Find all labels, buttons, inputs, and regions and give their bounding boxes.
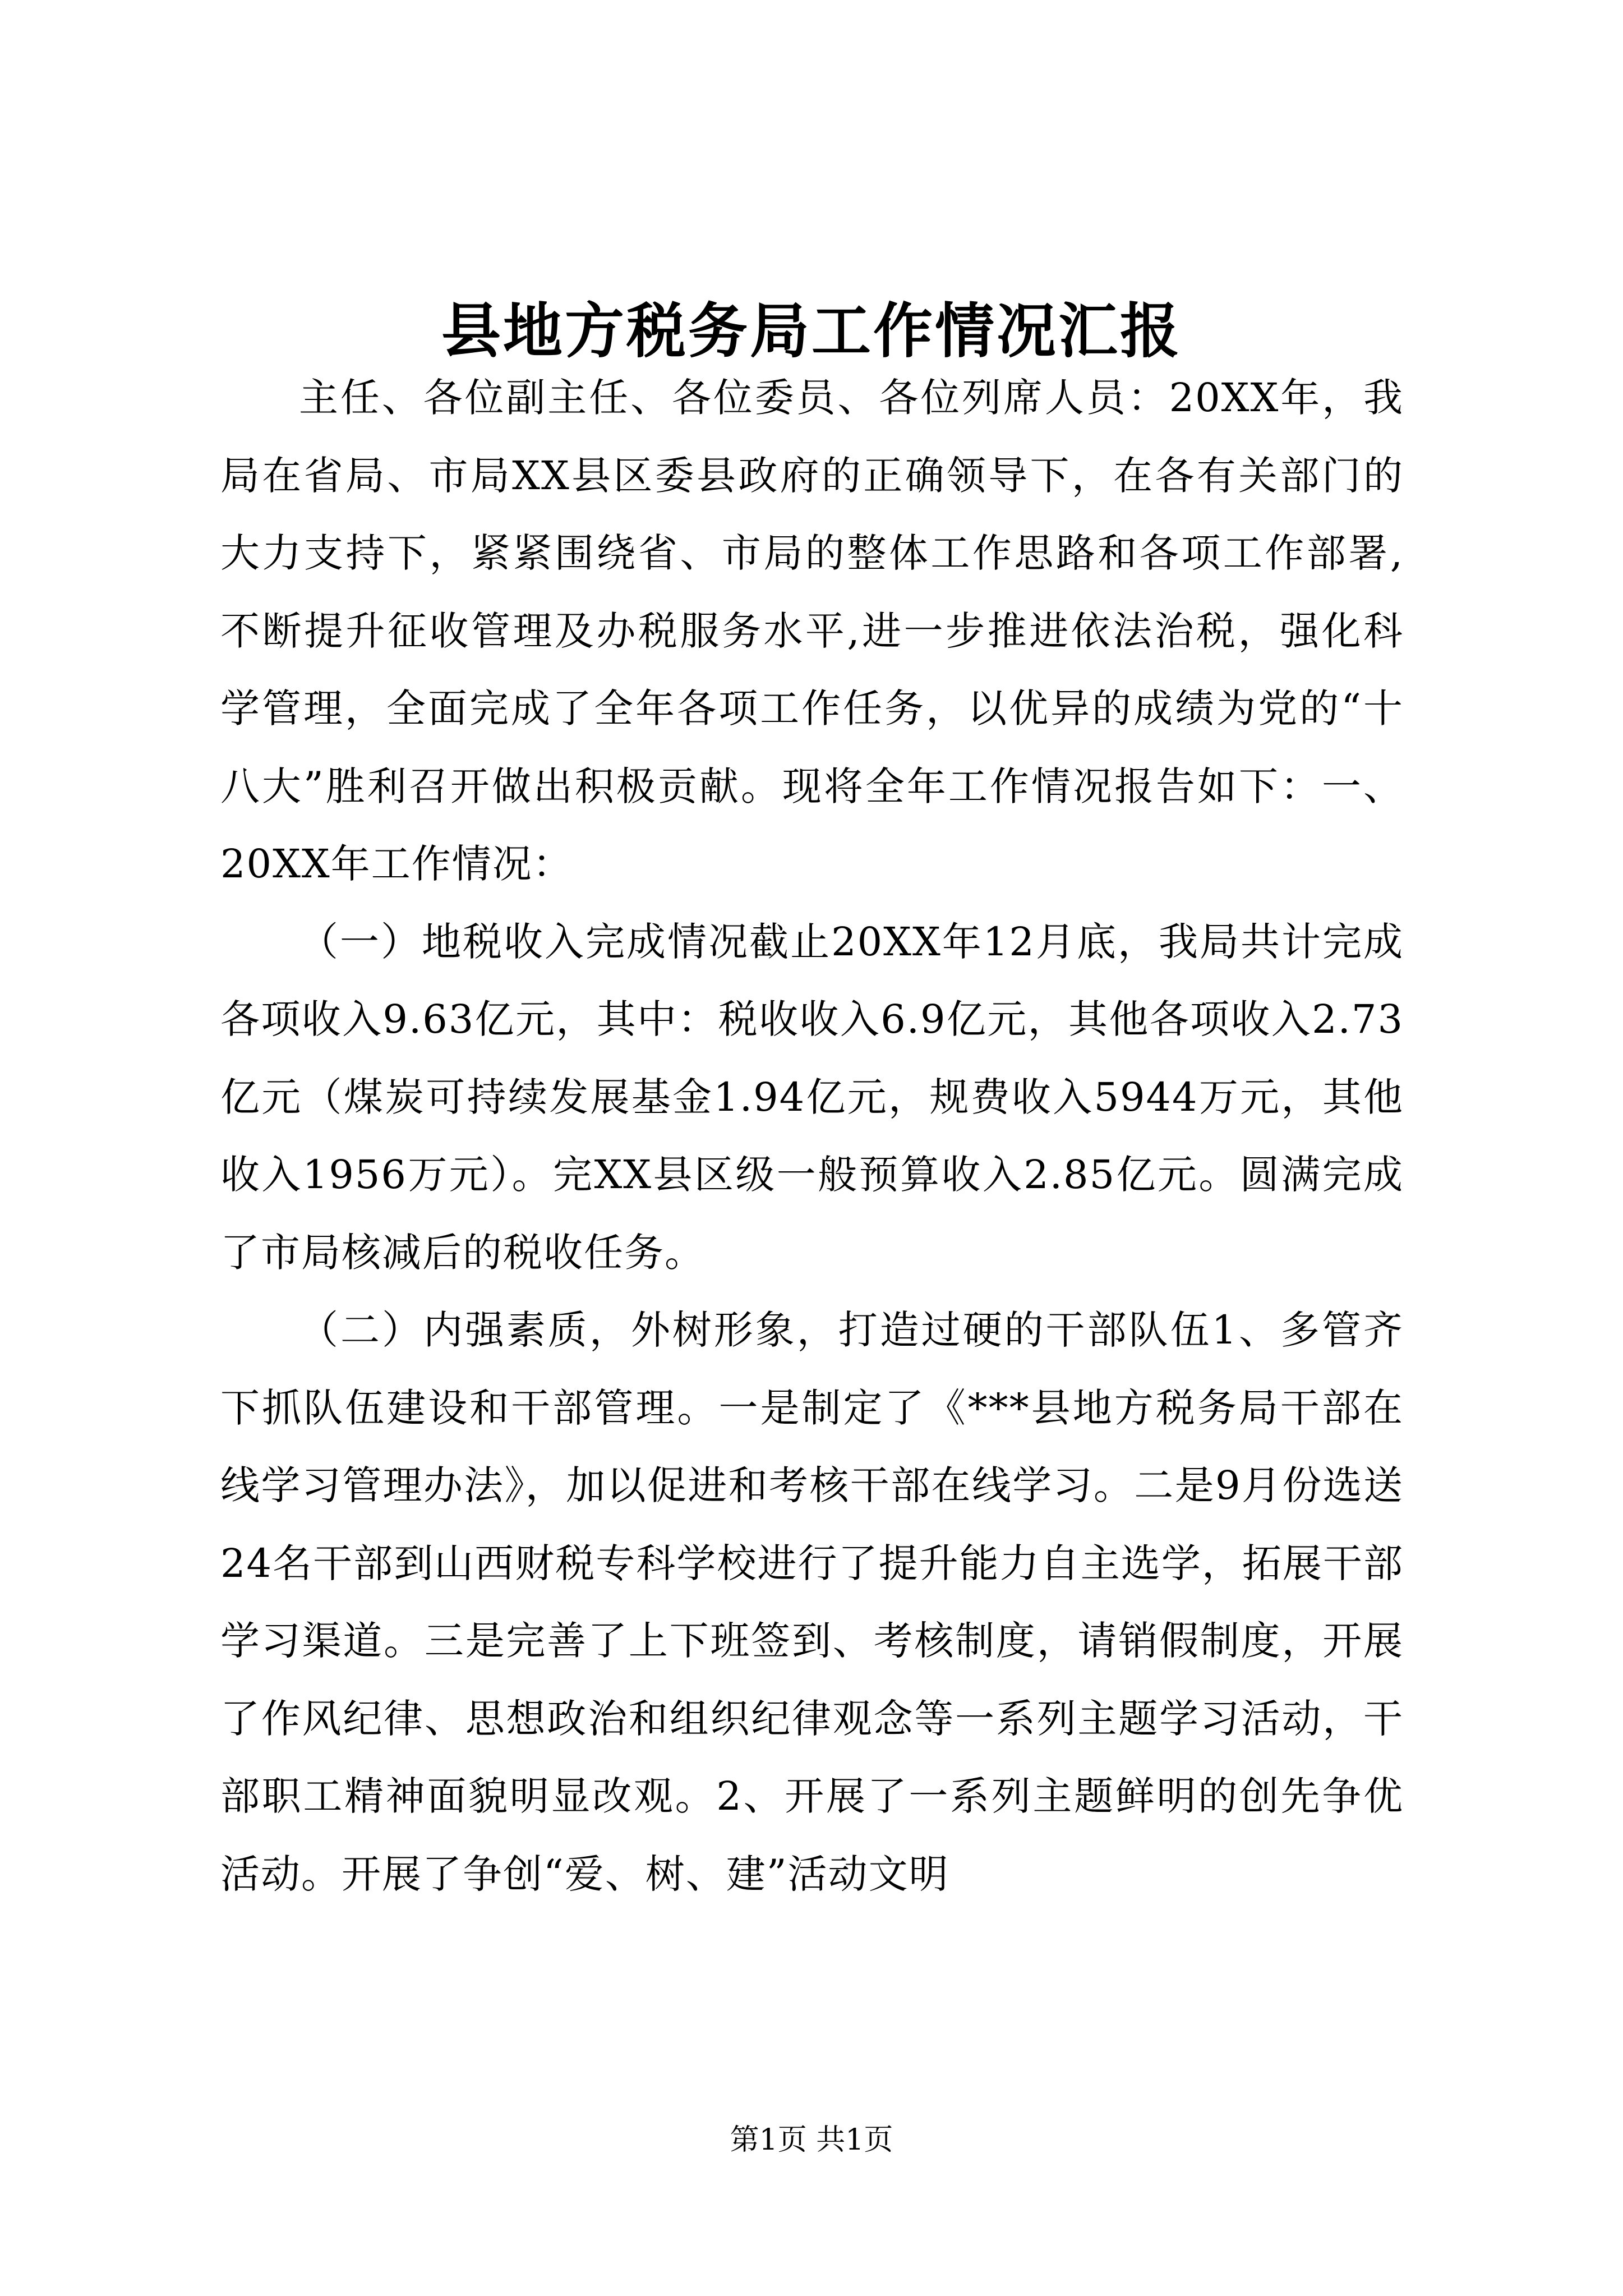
page-footer: 第1页 共1页 bbox=[730, 2123, 893, 2157]
document-body bbox=[220, 359, 1404, 1913]
document-title: 县地方税务局工作情况汇报 bbox=[441, 296, 1182, 366]
paragraph-team: （二）内强素质，外树形象，打造过硬的干部队伍1、多管齐下抓队伍建设和干部管理。一是制定了《***县地方税务局干部在线学习管理办法》，加以促进和考核干部在线学习。二是9月份选送24名干部到山西财税专科学校进行了提升能力自主选学，拓展干部学习渠道。三是完善了上下班签到、考核制度，请销假制度，开展了作风纪律、思想政治和组织纪律观念等一系列主题学习活动，干部职工精神面貌明显改观。2、开展了一系列主题鲜明的创先争优活动。开展了争创“爱、树、建”活动文明 bbox=[220, 1307, 1404, 1897]
paragraph-intro: 主任、各位副主任、各位委员、各位列席人员：20XX年，我局在省局、市局XX县区委县政府的正确领导下，在各有关部门的大力支持下，紧紧围绕省、市局的整体工作思路和各项工作部署,不断提升征收管理及办税服务水平,进一步推进依法治税，强化科学管理，全面完成了全年各项工作任务，以优异的成绩为党的“十八大”胜利召开做出积极贡献。现将全年工作情况报告如下：一、20XX年工作情况： bbox=[220, 375, 1404, 887]
paragraph-revenue: （一）地税收入完成情况截止20XX年12月底，我局共计完成各项收入9.63亿元，其中：税收收入6.9亿元，其他各项收入2.73亿元（煤炭可持续发展基金1.94亿元，规费收入5944万元，其他收入1956万元）。完XX县区级一般预算收入2.85亿元。圆满完成了市局核减后的税收任务。 bbox=[220, 918, 1404, 1276]
